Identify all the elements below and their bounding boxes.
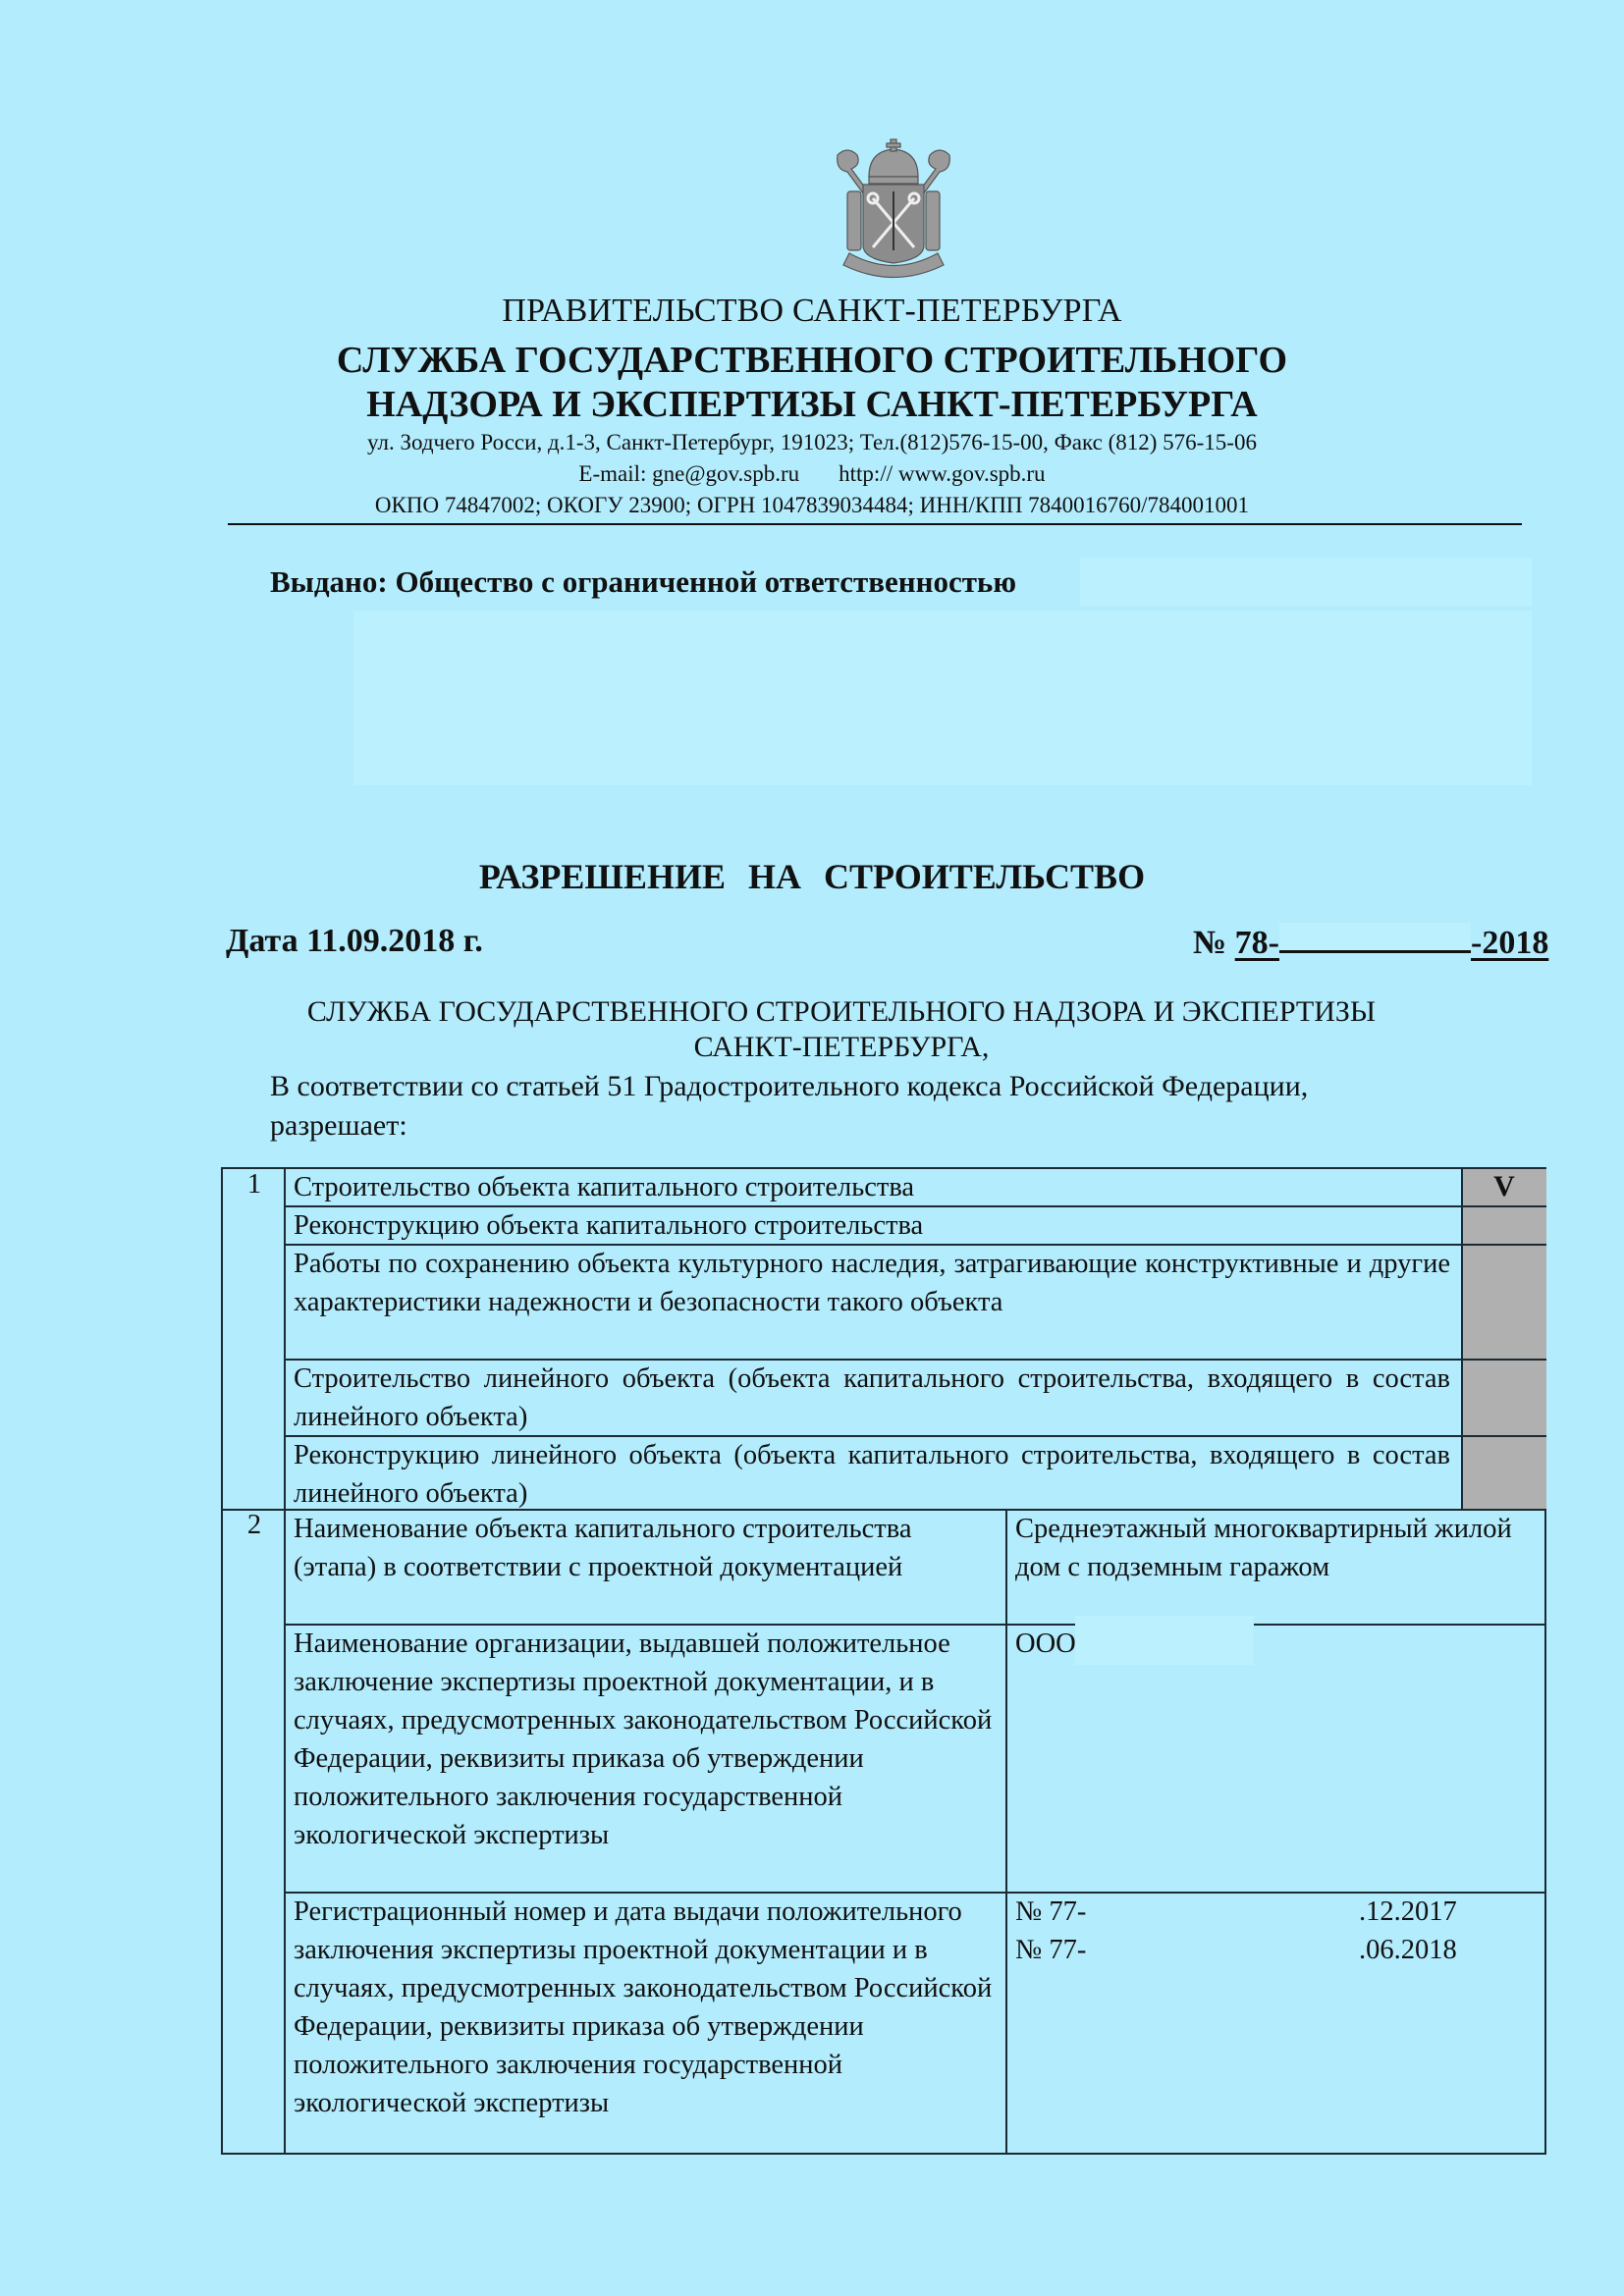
document-title: РАЗРЕШЕНИЕ НА СТРОИТЕЛЬСТВО xyxy=(478,857,1146,896)
header-divider xyxy=(228,523,1522,525)
issuing-authority-line2: САНКТ-ПЕТЕРБУРГА, xyxy=(693,1031,990,1063)
permit-type-label: Реконструкцию линейного объекта (объекта капитального строительства, входящего в состав линейного объекта) xyxy=(294,1440,1450,1509)
permit-type-row xyxy=(294,1168,1452,1206)
document-date: Дата 11.09.2018 г. xyxy=(226,923,483,959)
permit-type-row xyxy=(294,1245,1450,1321)
permit-type-row xyxy=(294,1206,1452,1245)
permit-type-row xyxy=(294,1360,1450,1436)
permits-label: разрешает: xyxy=(270,1109,407,1142)
redacted-area xyxy=(353,611,1532,785)
email: E-mail: gne@gov.spb.ru xyxy=(578,461,800,486)
number-start: 78- xyxy=(1234,925,1279,961)
expertise-number-prefix: № 77- xyxy=(1015,1935,1087,1965)
field-label: Наименование объекта капитального строительства (этапа) в соответствии с проектной документацией xyxy=(294,1514,912,1582)
number-end: -2018 xyxy=(1471,925,1549,961)
permit-type-row xyxy=(294,1436,1450,1513)
redacted-area xyxy=(1080,558,1532,607)
service-name-line1: СЛУЖБА ГОСУДАРСТВЕННОГО СТРОИТЕЛЬНОГО xyxy=(336,340,1288,381)
document-number xyxy=(1193,923,1548,962)
grid-line xyxy=(284,1167,286,2155)
field-value: Среднеэтажный многоквартирный жилой дом с подземным гаражом xyxy=(1015,1514,1512,1582)
field-value: ООО xyxy=(1015,1629,1076,1659)
permit-type-label: Реконструкцию объекта капитального строительства xyxy=(294,1210,924,1241)
service-name-line2: НАДЗОРА И ЭКСПЕРТИЗЫ САНКТ-ПЕТЕРБУРГА xyxy=(366,384,1258,425)
grid-line xyxy=(1461,1167,1463,1509)
mark-column xyxy=(1462,1169,1546,1509)
expertise-number-1 xyxy=(1015,1893,1506,1931)
issued-to: Выдано: Общество с ограниченной ответственностью xyxy=(270,564,1017,599)
section-number: 1 xyxy=(246,1169,262,1200)
expertise-date: .06.2018 xyxy=(1359,1935,1457,1965)
checkbox-mark: V xyxy=(1493,1170,1515,1202)
legal-basis: В соответствии со статьей 51 Градостроительного кодекса Российской Федерации, xyxy=(270,1070,1309,1102)
website: http:// www.gov.spb.ru xyxy=(839,461,1046,486)
registration-codes: ОКПО 74847002; ОКОГУ 23900; ОГРН 1047839034484; ИНН/КПП 7840016760/784001001 xyxy=(374,493,1250,517)
field-label: Регистрационный номер и дата выдачи положительного заключения экспертизы проектной документации и в случаях, предусмотренных законодательством Российской Федерации, реквизиты приказа об утверждении положительного заключения государственной экологической экспертизы xyxy=(294,1896,993,2118)
expertise-date: .12.2017 xyxy=(1359,1896,1457,1927)
expertise-number-2 xyxy=(1015,1931,1506,1969)
permit-type-label: Строительство объекта капитального строительства xyxy=(294,1172,915,1202)
permit-type-label: Работы по сохранению объекта культурного наследия, затрагивающие конструктивные и другие характеристики надежности и безопасности такого объекта xyxy=(294,1249,1450,1317)
government-name: ПРАВИТЕЛЬСТВО САНКТ-ПЕТЕРБУРГА xyxy=(502,293,1122,329)
contacts xyxy=(0,461,1624,487)
permit-table xyxy=(221,1167,1546,2155)
permit-type-label: Строительство линейного объекта (объекта капитального строительства, входящего в состав линейного объекта) xyxy=(294,1363,1450,1432)
coat-of-arms-icon xyxy=(830,137,957,280)
grid-line xyxy=(1005,1509,1007,2155)
expertise-number-prefix: № 77- xyxy=(1015,1896,1087,1927)
redacted-number xyxy=(1279,923,1471,953)
issuing-authority-line1: СЛУЖБА ГОСУДАРСТВЕННОГО СТРОИТЕЛЬНОГО НАДЗОРА И ЭКСПЕРТИЗЫ xyxy=(306,995,1377,1028)
field-label: Наименование организации, выдавшей положительное заключение экспертизы проектной документации, и в случаях, предусмотренных законодательством Российской Федерации, реквизиты приказа об утверждении положительного заключения государственной экологической экспертизы xyxy=(294,1629,993,1850)
address: ул. Зодчего Росси, д.1-3, Санкт-Петербург, 191023; Тел.(812)576-15-00, Факс (812) 576-15-06 xyxy=(367,430,1257,454)
number-sign: № xyxy=(1193,925,1227,961)
section-number: 2 xyxy=(246,1510,262,1540)
